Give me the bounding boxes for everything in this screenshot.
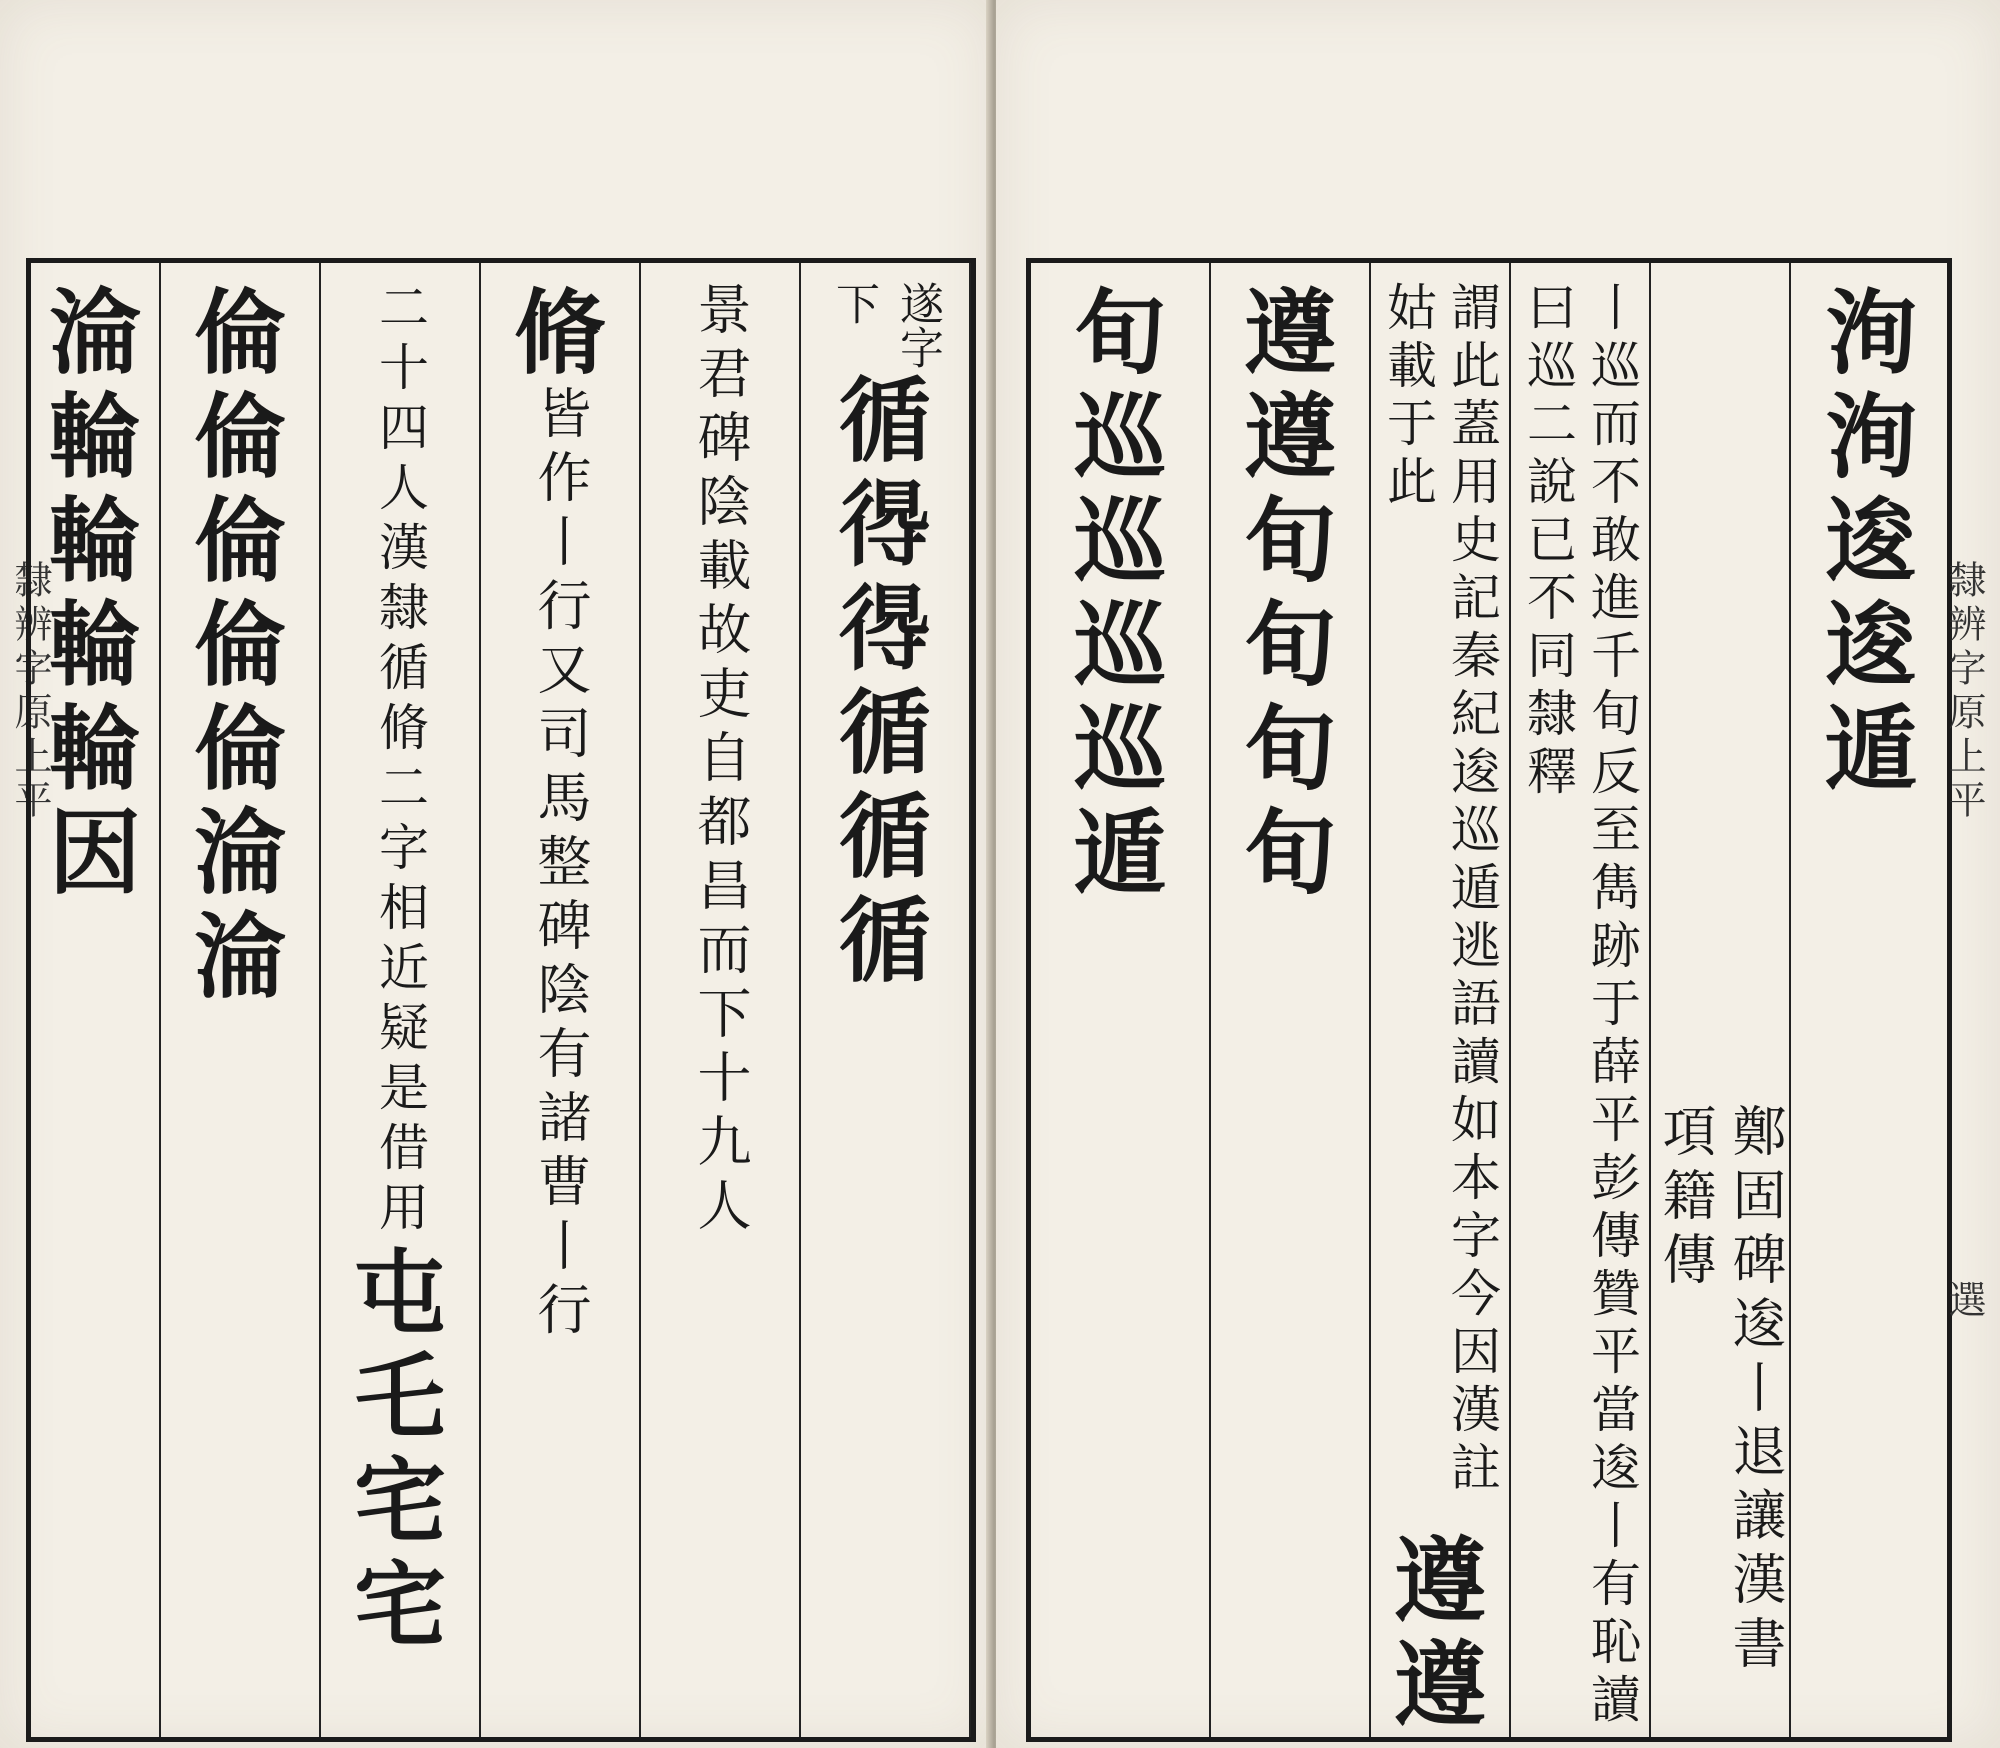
left-col3-main-char: 脩 <box>513 279 606 387</box>
left-col2-text: 景君碑陰載故吏自都昌而下十九人 <box>689 281 752 1241</box>
left-col6-char-6: 因 <box>48 799 141 907</box>
right-col5-char-6: 旬 <box>1243 799 1336 907</box>
right-col6-char-2: 巡 <box>1073 383 1166 491</box>
right-col6-char-5: 巡 <box>1073 695 1166 803</box>
left-column-4 <box>321 263 481 1737</box>
right-col4-char-1: 遵 <box>1393 1527 1486 1635</box>
right-col5-char-3: 旬 <box>1243 487 1336 595</box>
left-col3-text: 皆作丨行又司馬整碑陰有諸曹丨行 <box>529 385 592 1345</box>
left-col1-char-5: 循 <box>838 783 931 891</box>
right-col1-char-5: 遁 <box>1824 695 1917 803</box>
left-col5-char-1: 倫 <box>193 279 286 387</box>
right-col5-char-5: 旬 <box>1243 695 1336 803</box>
left-col4-text: 二十四人漢隸循脩二字相近疑是借用 <box>371 281 429 1241</box>
left-col1-char-4: 循 <box>838 679 931 787</box>
right-column-2 <box>1651 263 1791 1737</box>
left-col4-char-1: 屯 <box>353 1239 446 1347</box>
left-col6-char-1: 淪 <box>48 279 141 387</box>
left-page <box>0 0 992 1748</box>
right-column-1 <box>1791 263 1951 1737</box>
right-col4-text: 謂此蓋用史記秦紀逡巡遁逃語讀如本字今因漢註姑載于此 <box>1379 281 1501 1499</box>
right-page <box>996 0 2000 1748</box>
right-col1-char-2: 洵 <box>1824 383 1917 491</box>
left-col1-heading: 遂字 下 <box>828 281 943 369</box>
left-col4-char-2: 乇 <box>353 1343 446 1451</box>
left-col1-char-1: 循 <box>838 367 931 475</box>
right-col1-char-1: 洵 <box>1824 279 1917 387</box>
left-col5-char-2: 倫 <box>193 383 286 491</box>
left-col5-char-7: 淪 <box>193 903 286 1011</box>
right-edge-bottom: 選 <box>1942 1280 1986 1324</box>
left-column-5 <box>161 263 321 1737</box>
right-col5-char-1: 遵 <box>1243 279 1336 387</box>
left-col5-char-5: 倫 <box>193 695 286 803</box>
right-col6-char-4: 巡 <box>1073 591 1166 699</box>
left-text-frame <box>26 258 976 1742</box>
right-col1-char-3: 逡 <box>1824 487 1917 595</box>
left-col6-char-3: 輪 <box>48 487 141 595</box>
right-column-6 <box>1031 263 1211 1737</box>
left-col4-char-4: 宅 <box>353 1551 446 1659</box>
left-col6-char-4: 輪 <box>48 591 141 699</box>
left-column-1 <box>801 263 971 1737</box>
left-edge-title: 隸辨字原上平 <box>8 560 52 824</box>
right-col5-char-2: 遵 <box>1243 383 1336 491</box>
right-column-4 <box>1371 263 1511 1737</box>
left-col6-char-5: 輪 <box>48 695 141 803</box>
left-col4-char-3: 宅 <box>353 1447 446 1555</box>
left-col5-char-4: 倫 <box>193 591 286 699</box>
right-col4-char-2: 遵 <box>1393 1631 1486 1739</box>
right-text-frame <box>1026 258 1952 1742</box>
right-column-3 <box>1511 263 1651 1737</box>
right-col1-char-4: 逡 <box>1824 591 1917 699</box>
left-col1-char-3: 𢔶 <box>838 575 931 683</box>
left-col5-char-6: 淪 <box>193 799 286 907</box>
left-column-6 <box>31 263 161 1737</box>
right-col6-char-1: 旬 <box>1073 279 1166 387</box>
right-column-5 <box>1211 263 1371 1737</box>
left-column-3 <box>481 263 641 1737</box>
left-col6-char-2: 輪 <box>48 383 141 491</box>
right-edge-title: 隸辨字原上平 <box>1942 560 1986 824</box>
left-col1-char-2: 𢔶 <box>838 471 931 579</box>
right-col3-text: 丨巡而不敢進千旬反至雋跡于薛平彭傳贊平當逡丨有恥讀曰巡二說已不同隸釋 <box>1519 281 1641 1731</box>
left-col1-char-6: 循 <box>838 887 931 995</box>
left-column-2 <box>641 263 801 1737</box>
right-col6-char-3: 巡 <box>1073 487 1166 595</box>
right-col6-char-6: 遁 <box>1073 799 1166 907</box>
left-col5-char-3: 倫 <box>193 487 286 595</box>
right-col5-char-4: 旬 <box>1243 591 1336 699</box>
right-col2-text: 鄭固碑逡丨退讓漢書項籍傳 <box>1654 1103 1787 1679</box>
